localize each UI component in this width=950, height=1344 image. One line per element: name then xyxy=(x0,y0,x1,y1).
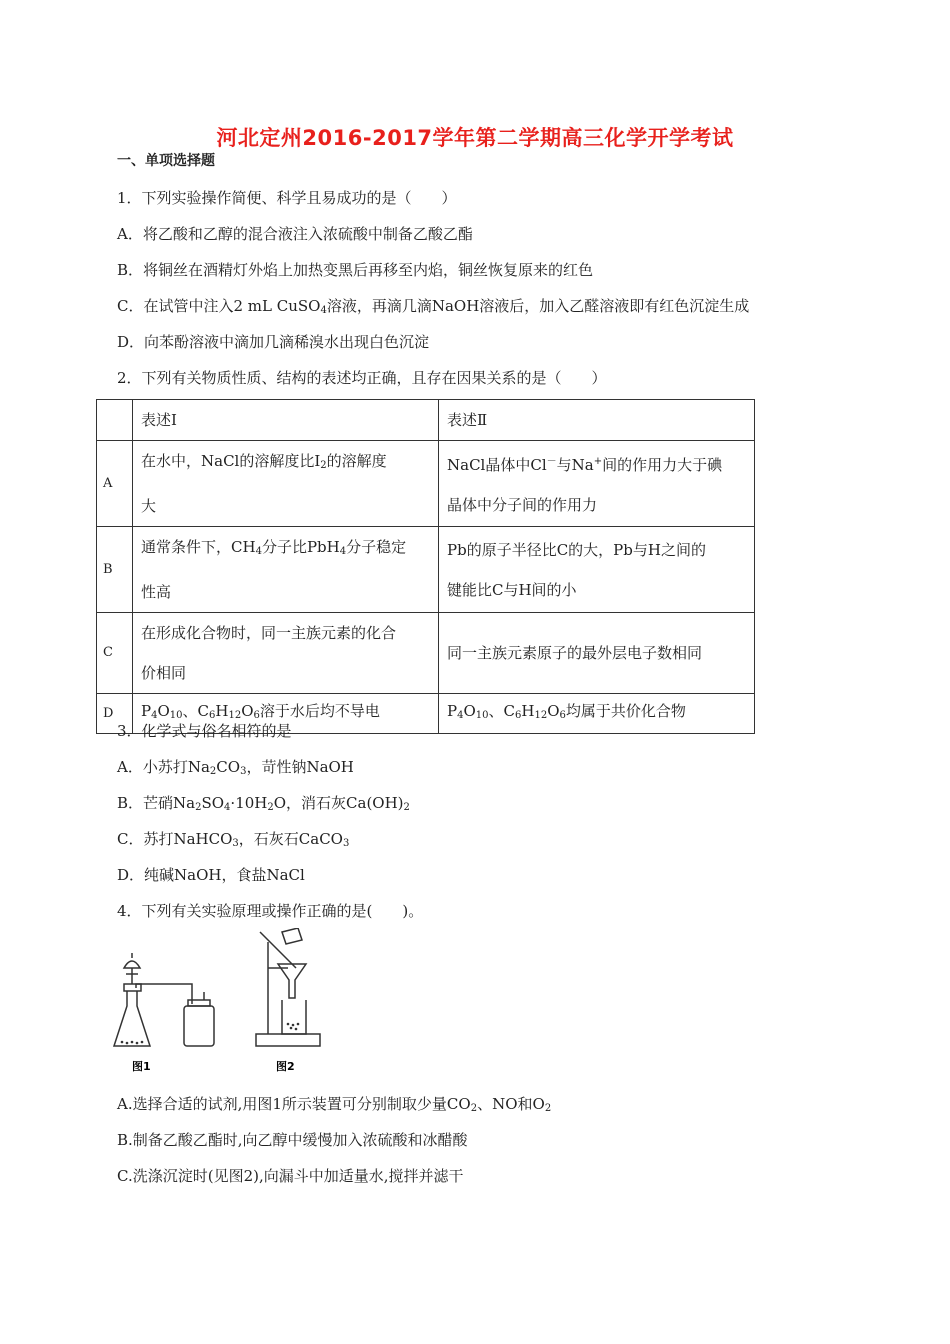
q3-option-a: A．小苏打$Na_2CO_3$，苛性钠NaOH xyxy=(117,758,354,777)
figure2-caption: 图2 xyxy=(276,1060,295,1073)
table-cell: Pb的原子半径比C的大，Pb与H之间的 键能比C与H间的小 xyxy=(439,527,755,613)
apparatus-figure xyxy=(110,928,330,1078)
header-statement-2: 表述Ⅱ xyxy=(439,400,755,441)
q3-option-c: C．苏打NaHCO$_3$，石灰石CaCO$_3$ xyxy=(117,830,350,849)
q1-option-a: A．将乙酸和乙醇的混合液注入浓硫酸中制备乙酸乙酯 xyxy=(117,225,473,243)
q4-option-a: A.选择合适的试剂,用图1所示装置可分别制取少量$CO_2$、NO和$O_2$ xyxy=(117,1095,552,1114)
header-statement-1: 表述Ⅰ xyxy=(133,400,439,441)
row-label: A xyxy=(97,441,133,527)
q1-option-b: B．将铜丝在酒精灯外焰上加热变黑后再移至内焰，铜丝恢复原来的红色 xyxy=(117,261,594,279)
row-label: B xyxy=(97,527,133,613)
section-heading: 一、单项选择题 xyxy=(117,153,215,169)
q2-stem: 2．下列有关物质性质、结构的表述均正确，且存在因果关系的是（ ） xyxy=(117,369,607,387)
table-row xyxy=(97,613,755,694)
table-cell: 在形成化合物时，同一主族元素的化合 价相同 xyxy=(133,613,439,694)
q4-stem: 4．下列有关实验原理或操作正确的是( )。 xyxy=(117,902,424,920)
table-cell: 同一主族元素原子的最外层电子数相同 xyxy=(439,613,755,694)
table-row xyxy=(97,441,755,527)
figure1-flask-apparatus xyxy=(114,953,214,1046)
table-cell: 在水中，NaCl的溶解度比$I_2$的溶解度 大 xyxy=(133,441,439,527)
figure1-caption: 图1 xyxy=(132,1060,151,1073)
table-cell: $P_4O_{10}$、$C_6H_{12}O_6$均属于共价化合物 xyxy=(439,694,755,734)
table-header-row xyxy=(97,400,755,441)
figure1-bubbles xyxy=(121,1041,144,1045)
q3-option-b: B．芒硝$Na_2SO_4\cdot 10H_2O$，消石灰$Ca(OH)_2$ xyxy=(117,794,410,813)
table-cell xyxy=(97,400,133,441)
q3-stem: 3．化学式与俗名相符的是 xyxy=(117,722,292,740)
figure2-precipitate xyxy=(287,1023,300,1031)
q4-option-c: C.洗涤沉淀时(见图2),向漏斗中加适量水,搅拌并滤干 xyxy=(117,1167,464,1185)
page-title: 河北定州2016-2017学年第二学期高三化学开学考试 xyxy=(216,126,734,150)
q1-stem: 1．下列实验操作简便、科学且易成功的是（ ） xyxy=(117,189,457,207)
q3-option-d: D．纯碱NaOH，食盐NaCl xyxy=(117,866,305,884)
q2-table xyxy=(96,399,755,734)
figure2-filtration-apparatus xyxy=(256,928,320,1046)
q4-option-b: B.制备乙酸乙酯时,向乙醇中缓慢加入浓硫酸和冰醋酸 xyxy=(117,1131,468,1149)
table-cell: $P_4O_{10}$、$C_6H_{12}O_6$溶于水后均不导电 xyxy=(133,694,439,734)
table-cell: 通常条件下，$CH_4$分子比PbH$_4$分子稳定 性高 xyxy=(133,527,439,613)
table-cell: NaCl晶体中Cl－与Na+间的作用力大于碘 晶体中分子间的作用力 xyxy=(439,441,755,527)
q1-option-c: C．在试管中注入2 mL CuSO$_4$溶液，再滴几滴NaOH溶液后，加入乙醛溶液即有红色沉淀生成 xyxy=(117,297,750,316)
table-row xyxy=(97,527,755,613)
q1-option-d: D．向苯酚溶液中滴加几滴稀溴水出现白色沉淀 xyxy=(117,333,430,351)
row-label: C xyxy=(97,613,133,694)
row-label: D xyxy=(97,694,133,734)
